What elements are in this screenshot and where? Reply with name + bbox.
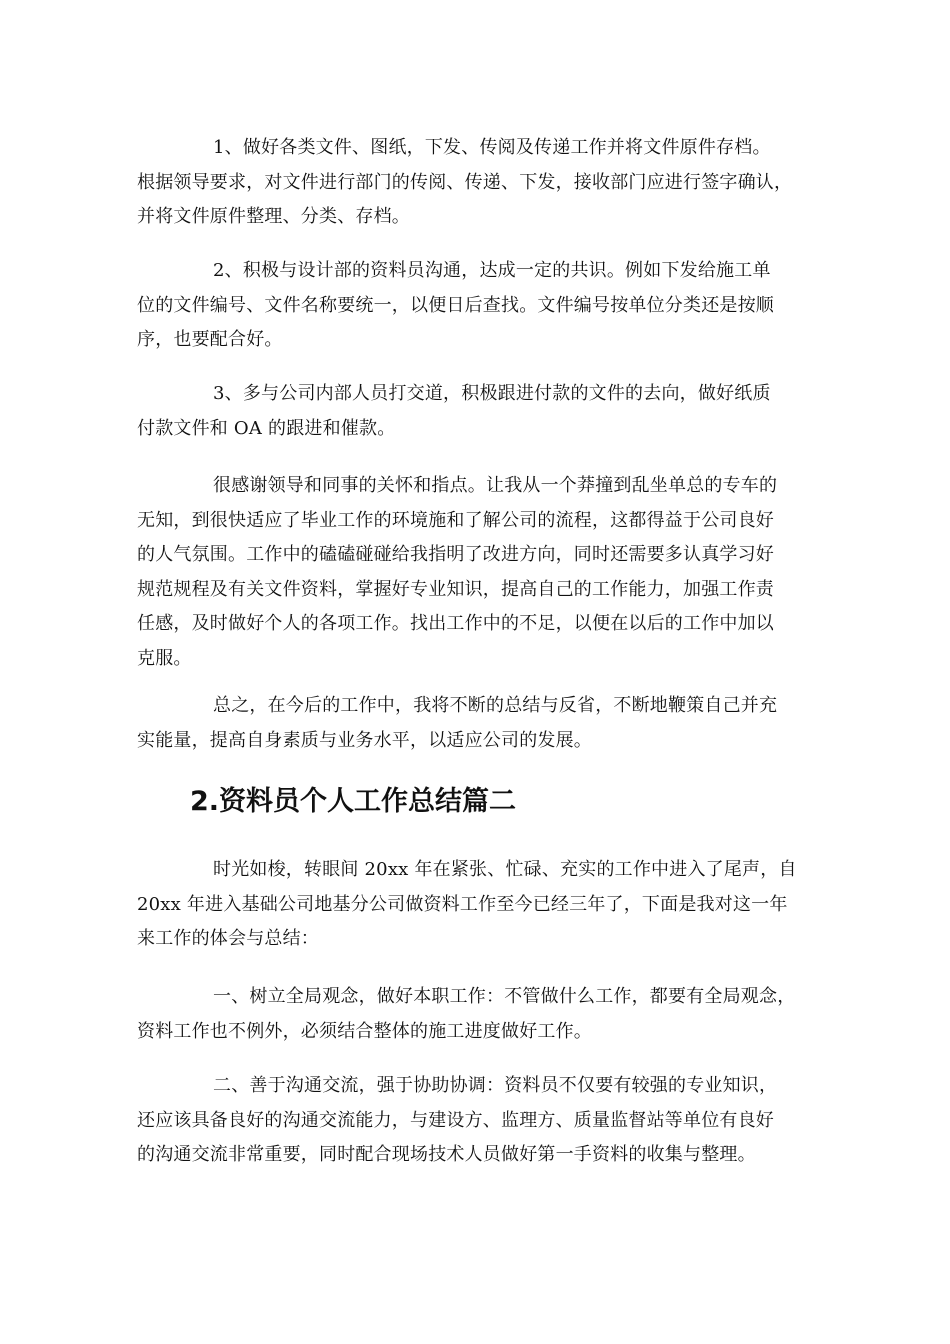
paragraph-line: 无知，到很快适应了毕业工作的环境施和了解公司的流程，这都得益于公司良好: [137, 509, 774, 531]
paragraph-1: [137, 131, 817, 235]
paragraph-line: 还应该具备良好的沟通交流能力，与建设方、监理方、质量监督站等单位有良好: [137, 1109, 774, 1131]
paragraph-line: 3、多与公司内部人员打交道，积极跟进付款的文件的去向，做好纸质: [213, 383, 771, 404]
paragraph-line: 来工作的体会与总结：: [137, 928, 319, 949]
paragraph-line: 总之，在今后的工作中，我将不断的总结与反省，不断地鞭策自己并充: [213, 695, 778, 716]
paragraph-line: 序，也要配合好。: [137, 329, 283, 350]
paragraph-8: [137, 1069, 817, 1173]
paragraph-line: 资料工作也不例外，必须结合整体的施工进度做好工作。: [137, 1020, 592, 1042]
paragraph-line: 付款文件和 OA 的跟进和催款。: [137, 417, 396, 439]
paragraph-line: 一、树立全局观念，做好本职工作：不管做什么工作，都要有全局观念，: [213, 986, 796, 1007]
paragraph-3: [137, 377, 817, 446]
paragraph-line: 位的文件编号、文件名称要统一，以便日后查找。文件编号按单位分类还是按顺: [137, 294, 774, 316]
paragraph-line: 实能量，提高自身素质与业务水平，以适应公司的发展。: [137, 729, 592, 751]
paragraph-line: 的人气氛围。工作中的磕磕碰碰给我指明了改进方向，同时还需要多认真学习好: [137, 544, 774, 565]
paragraph-line: 任感，及时做好个人的各项工作。找出工作中的不足，以便在以后的工作中加以: [137, 613, 774, 634]
paragraph-5: [137, 689, 817, 758]
section-heading: 2.资料员个人工作总结篇二: [190, 786, 517, 817]
paragraph-line: 克服。: [137, 647, 192, 669]
paragraph-2: [137, 254, 817, 358]
paragraph-line: 规范规程及有关文件资料，掌握好专业知识，提高自己的工作能力，加强工作责: [137, 578, 774, 600]
paragraph-line: 时光如梭，转眼间 20xx 年在紧张、忙碌、充实的工作中进入了尾声，自: [213, 859, 797, 880]
paragraph-line: 20xx 年进入基础公司地基分公司做资料工作至今已经三年了，下面是我对这一年: [137, 893, 788, 915]
paragraph-7: [137, 980, 817, 1049]
paragraph-line: 并将文件原件整理、分类、存档。: [137, 206, 410, 227]
paragraph-line: 的沟通交流非常重要，同时配合现场技术人员做好第一手资料的收集与整理。: [137, 1144, 756, 1165]
paragraph-4: [137, 469, 817, 676]
paragraph-line: 二、善于沟通交流，强于协助协调：资料员不仅要有较强的专业知识，: [213, 1075, 778, 1096]
paragraph-line: 很感谢领导和同事的关怀和指点。让我从一个莽撞到乱坐单总的专车的: [213, 475, 778, 496]
paragraph-line: 根据领导要求，对文件进行部门的传阅、传递、下发，接收部门应进行签字确认，: [137, 171, 793, 193]
paragraph-6: [137, 853, 817, 957]
paragraph-line: 2、积极与设计部的资料员沟通，达成一定的共识。例如下发给施工单: [213, 260, 771, 281]
paragraph-line: 1、做好各类文件、图纸，下发、传阅及传递工作并将文件原件存档。: [213, 137, 771, 158]
